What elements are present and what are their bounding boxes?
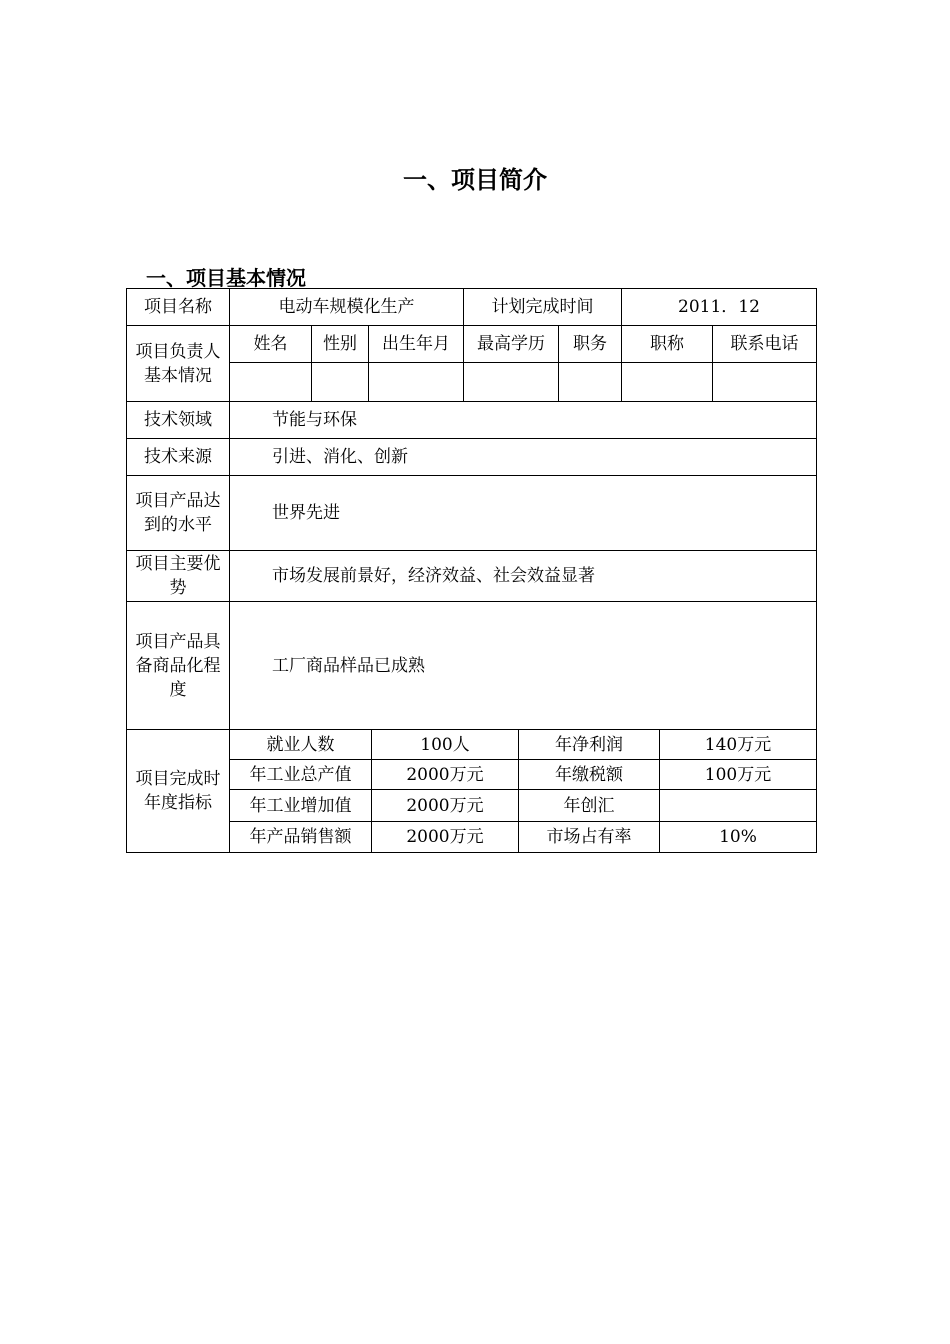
tech-source-label: 技术来源: [127, 439, 230, 476]
indicator-key: 年缴税额: [519, 760, 660, 790]
indicator-row: [127, 730, 817, 760]
product-level-row: [127, 476, 817, 551]
leader-col-education: 最高学历: [464, 326, 559, 363]
leader-col-name: 姓名: [230, 326, 312, 363]
indicator-key: 就业人数: [230, 730, 372, 760]
indicator-value: 2000万元: [372, 790, 519, 822]
indicator-value: 140万元: [660, 730, 817, 760]
indicator-row: [127, 822, 817, 853]
commercial-row: [127, 602, 817, 730]
leader-col-birth: 出生年月: [369, 326, 464, 363]
leader-value-row: [127, 363, 817, 402]
leader-col-position: 职务: [559, 326, 622, 363]
project-name-label: 项目名称: [127, 289, 230, 326]
page-title: 一、项目简介: [403, 166, 547, 194]
section-heading: 一、项目基本情况: [146, 266, 306, 290]
tech-field-value: 节能与环保: [230, 402, 817, 439]
project-name-row: [127, 289, 817, 326]
leader-birth-cell: [369, 363, 464, 402]
leader-label: 项目负责人基本情况: [127, 326, 230, 402]
indicator-key: 市场占有率: [519, 822, 660, 853]
project-form: [126, 288, 816, 853]
tech-field-row: [127, 402, 817, 439]
leader-education-cell: [464, 363, 559, 402]
leader-gender-cell: [312, 363, 369, 402]
indicator-key: 年工业增加值: [230, 790, 372, 822]
planned-time-value: 2011．12: [622, 289, 817, 326]
indicator-key: 年净利润: [519, 730, 660, 760]
leader-title-cell: [622, 363, 713, 402]
commercial-label: 项目产品具备商品化程度: [127, 602, 230, 730]
tech-source-value: 引进、消化、创新: [230, 439, 817, 476]
project-name-value: 电动车规模化生产: [230, 289, 464, 326]
advantage-row: [127, 551, 817, 602]
tech-source-row: [127, 439, 817, 476]
product-level-value: 世界先进: [230, 476, 817, 551]
leader-col-gender: 性别: [312, 326, 369, 363]
indicator-value: 10%: [660, 822, 817, 853]
basic-info-table: [126, 288, 817, 730]
leader-col-title: 职称: [622, 326, 713, 363]
advantage-value: 市场发展前景好，经济效益、社会效益显著: [230, 551, 817, 602]
tech-field-label: 技术领域: [127, 402, 230, 439]
leader-phone-cell: [713, 363, 817, 402]
indicator-key: 年创汇: [519, 790, 660, 822]
indicator-key: 年工业总产值: [230, 760, 372, 790]
indicators-label: 项目完成时年度指标: [127, 730, 230, 853]
product-level-label: 项目产品达到的水平: [127, 476, 230, 551]
advantage-label: 项目主要优势: [127, 551, 230, 602]
commercial-value: 工厂商品样品已成熟: [230, 602, 817, 730]
indicator-value: [660, 790, 817, 822]
indicator-row: [127, 760, 817, 790]
indicator-key: 年产品销售额: [230, 822, 372, 853]
indicators-table: [126, 729, 817, 853]
indicator-row: [127, 790, 817, 822]
leader-name-cell: [230, 363, 312, 402]
indicator-value: 100万元: [660, 760, 817, 790]
indicator-value: 100人: [372, 730, 519, 760]
leader-position-cell: [559, 363, 622, 402]
leader-col-phone: 联系电话: [713, 326, 817, 363]
indicator-value: 2000万元: [372, 822, 519, 853]
planned-time-label: 计划完成时间: [464, 289, 622, 326]
indicator-value: 2000万元: [372, 760, 519, 790]
leader-header-row: [127, 326, 817, 363]
